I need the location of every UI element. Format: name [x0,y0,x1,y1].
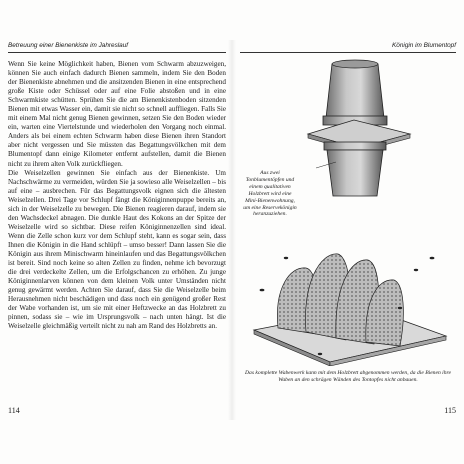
book-gutter [228,40,236,420]
left-page [8,42,226,422]
honeycomb-illustration [250,238,450,366]
right-page [240,42,456,422]
left-page-number: 114 [8,406,20,415]
honeycomb-drawing [250,238,450,366]
illustration-caption-top: Aus zwei Tonblumentöpfen und einem qualitativen Holzbrett wird eine Mini-Bienenwohnung, um eine Reservekönigin heranzuziehen. [243,170,297,218]
illustration-caption-bottom: Das komplette Wabenwerk kann mit dem Holzbrett abgenommen werden, da die Bienen ihre Waben an den schrägen Wänden des Tontopfes nicht anbauen. [245,370,451,383]
flowerpot-hive-illustration [294,56,424,202]
right-running-head: Königin im Blumentopf [240,42,456,53]
right-page-number: 115 [444,406,456,415]
left-body-text [8,60,226,331]
left-running-head: Betreuung einer Bienenkiste im Jahreslauf [8,42,226,53]
paragraph-1: Wenn Sie keine Möglichkeit haben, Bienen vom Schwarm abzuzweigen, können Sie auch einfach dadurch Bienen sammeln, indem Sie den Boden der Bienenkiste abnehmen und die ansitzenden Bienen in eine entsprechend große Kiste oder Schüssel oder auf eine Folie abstoßen und in eine Schwarmkiste schütten. Sprühen Sie die am Bienenkistenboden sitzenden Bienen mit etwas Wasser ein, damit sie nicht so schnell auffliegen. Falls Sie mit einem Mal nicht genug Bienen gewinnen, setzen Sie den Boden wieder ein, warten eine Viertelstunde und wiederholen den Vorgang noch einmal. Anders als bei einem echten Schwarm haben diese Bienen ihren Standort aber nicht vergessen und Sie müssten das Begattungsvölkchen mit dem Blumentopf dann einige Kilometer entfernt aufstellen, damit die Bienen nicht zu ihrem alten Volk zurückfliegen. [8,60,226,168]
flowerpot-hive-drawing [294,56,424,202]
paragraph-2: Die Weiselzellen gewinnen Sie einfach aus der Bienenkiste. Um Nachschwärme zu vermeiden, würden Sie ja sowieso alle Weiselzellen – bis auf eine – ausbrechen. Für das Begattungsvolk eignen sich die ältesten Weiselzellen. Drei Tage vor Schlupf fängt die Königinnenpuppe bereits an, sich in der Weiselzelle zu bewegen. Die Bienen reagieren darauf, indem sie den Wachsdeckel abnagen. Die dunkle Haut des Kokons an der Spitze der Weiselzelle wird so sichtbar. Diese reifen Königinnenzellen sind ideal. Wenn die Zelle schon kurz vor dem Schlupf steht, kann es sogar sein, dass Ihnen die Königin in die Hand schlüpft – umso besser! Dann lassen Sie die Königin aus ihrem Minischwarm hineinlaufen und das Begattungsvölkchen ist bereit. Sind noch keine so alten Zellen zu finden, nehme ich bevorzugt die drei verdeckelte Zellen, um die Erfolgschancen zu erhöhen. Zu junge Königinnenlarven können von dem kleinen Volk unter Umständen nicht genug gewärmt werden. Achten Sie darauf, dass Sie die Weiselzelle beim Herausnehmen nicht beschädigen und dass noch ein genügend großer Rest der Wabe vorhanden ist, um sie mit einer Heftzwecke an das Holzbrett zu pinnen, sodass sie – wie im Ursprungsvolk – nach unten hängt. Ist die Weiselzelle gleichmäßig verteilt nicht zu nah am Rand des Holzbretts an. [8,168,226,331]
